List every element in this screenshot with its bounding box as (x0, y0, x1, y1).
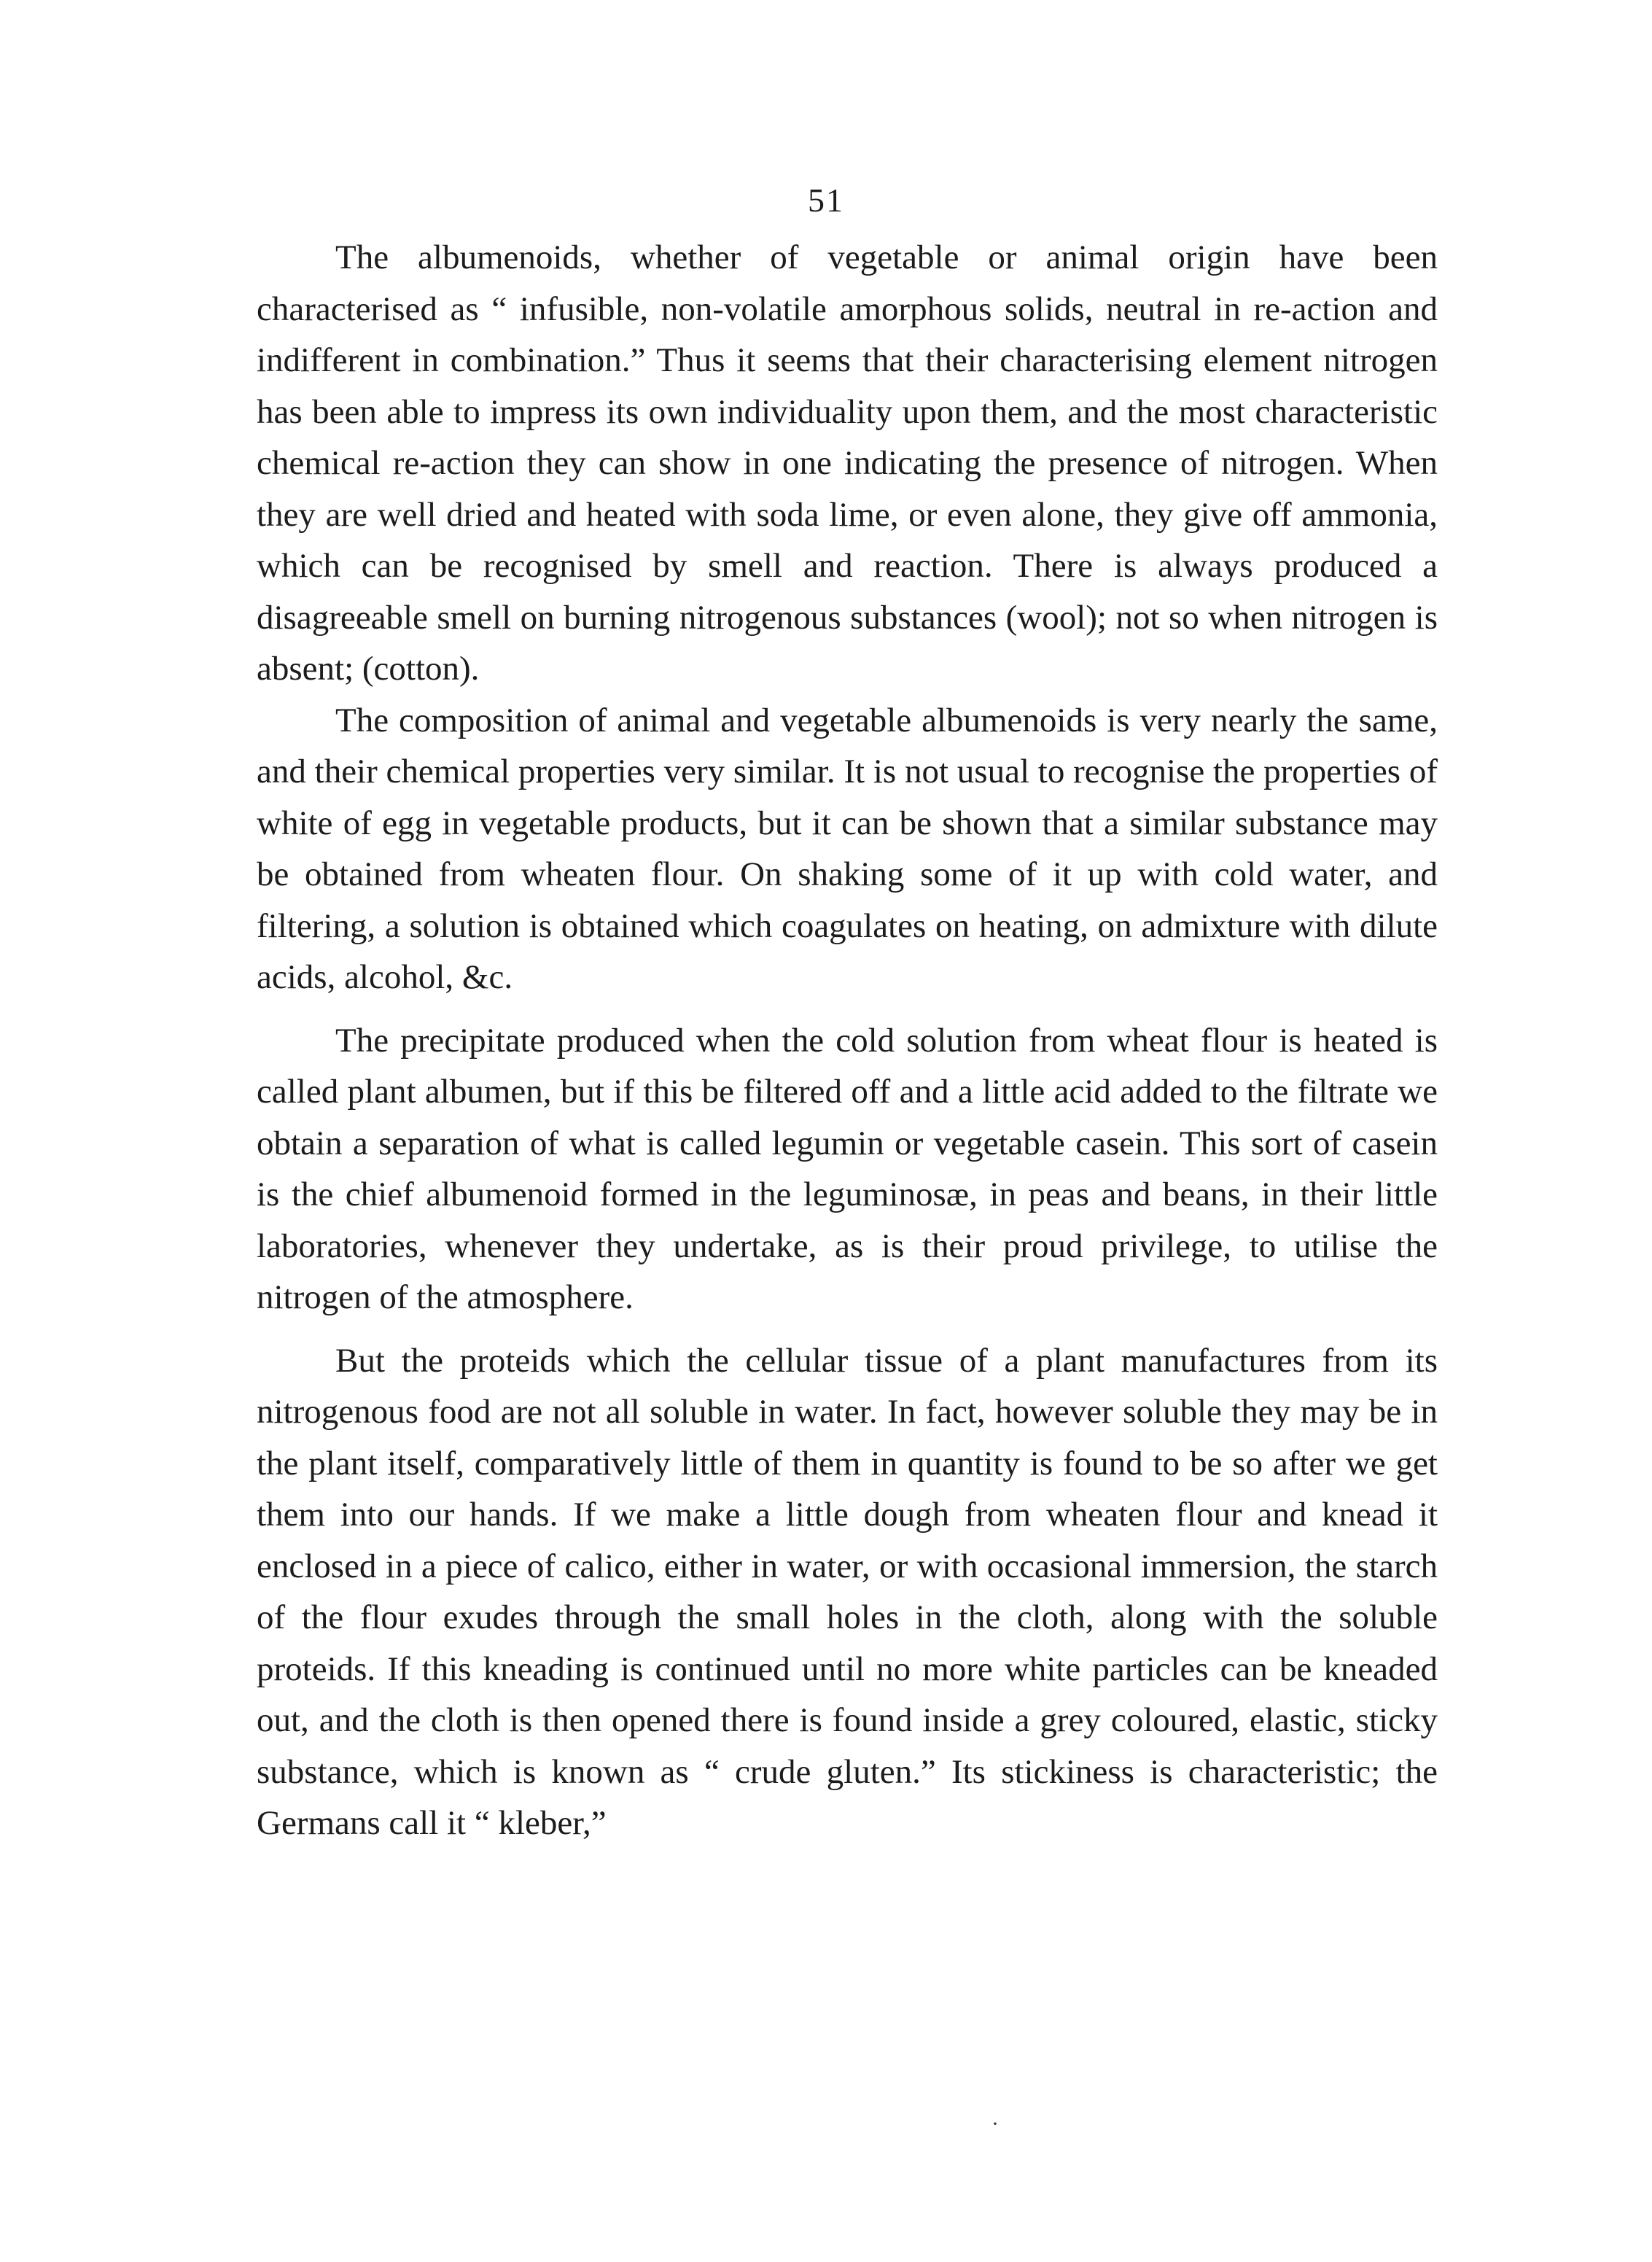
paragraph-composition: The composition of animal and vegetable albumenoids is very nearly the same, and their chemical properties very similar. It is not usual to recognise the properties of white of egg in vegetable products, but it can be shown that a similar substance may be obtained from wheaten flour. On shaking some of it up with cold water, and filtering, a solution is obtained which coagulates on heating, on admixture with dilute acids, alcohol, &c. (257, 701, 1438, 996)
paragraph-albumenoids-properties: The albumenoids, whether of vegetable or animal origin have been characterised as “ infusible, non-volatile amorphous solids, neutral in re-action and indifferent in combination.” Thus it seems that their characterising element nitrogen has been able to impress its own individuality upon them, and the most characteristic chemical re-action they can show in one indicating the presence of nitrogen. When they are well dried and heated with soda lime, or even alone, they give off ammonia, which can be recognised by smell and reaction. There is always produced a disagreeable smell on burning nitrogenous substances (wool); not so when nitrogen is absent; (cotton). (257, 238, 1438, 688)
paragraph-crude-gluten: But the proteids which the cellular tissue of a plant manufactures from its nitrogenous food are not all soluble in water. In fact, however soluble they may be in the plant itself, comparatively little of them in quantity is found to be so after we get them into our hands. If we make a little dough from wheaten flour and knead it enclosed in a piece of calico, either in water, or with occasional immersion, the starch of the flour exudes through the small holes in the cloth, along with the soluble proteids. If this kneading is continued until no more white particles can be kneaded out, and the cloth is then opened there is found inside a grey coloured, elastic, sticky substance, which is known as “ crude gluten.” Its stickiness is characteristic; the Germans call it “ kleber,” (257, 1341, 1438, 1842)
paragraph-plant-albumen: The precipitate produced when the cold solution from wheat flour is heated is called plant albumen, but if this be filtered off and a little acid added to the filtrate we obtain a separation of what is called legumin or vegetable casein. This sort of casein is the chief albumenoid formed in the leguminosæ, in peas and beans, in their little laboratories, whenever they undertake, as is their proud privilege, to utilise the nitrogen of the atmosphere. (257, 1021, 1438, 1316)
body-text (257, 232, 1438, 1849)
page-number: 51 (808, 182, 844, 219)
stray-ink-mark: · (991, 2112, 999, 2136)
